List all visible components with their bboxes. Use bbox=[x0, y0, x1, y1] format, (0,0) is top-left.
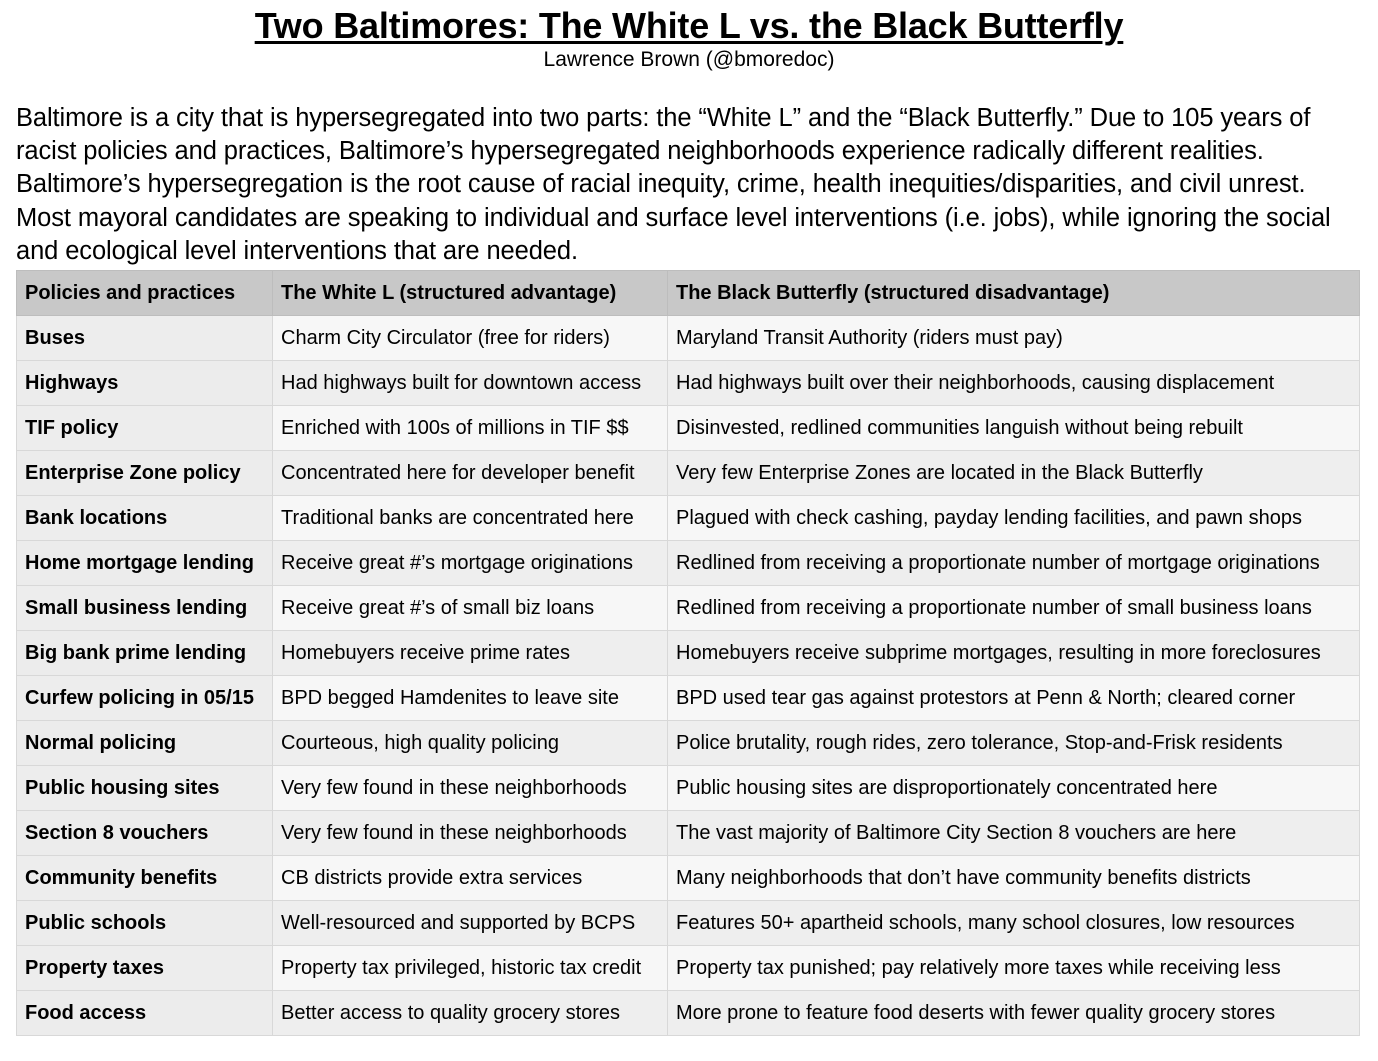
cell-white-l: Better access to quality grocery stores bbox=[273, 991, 668, 1036]
intro-paragraph: Baltimore is a city that is hypersegregated into two parts: the “White L” and the “Black Butterfly.” Due to 105 years of racist policies and practices, Baltimore’s hypersegregated neighborhoods experience radically different realities. Baltimore’s hypersegregation is the root cause of racial inequity, crime, health inequities/disparities, and civil unrest. Most mayoral candidates are speaking to individual and surface level interventions (i.e. jobs), while ignoring the social and ecological level interventions that are needed. bbox=[16, 104, 1331, 265]
cell-black-butterfly: Public housing sites are disproportionately concentrated here bbox=[668, 766, 1360, 811]
cell-policy: Enterprise Zone policy bbox=[17, 451, 273, 496]
table-row bbox=[17, 541, 1360, 586]
cell-black-butterfly: Many neighborhoods that don’t have community benefits districts bbox=[668, 856, 1360, 901]
table-row bbox=[17, 991, 1360, 1036]
cell-black-butterfly: Very few Enterprise Zones are located in the Black Butterfly bbox=[668, 451, 1360, 496]
cell-black-butterfly: Redlined from receiving a proportionate number of small business loans bbox=[668, 586, 1360, 631]
cell-white-l: Receive great #’s of small biz loans bbox=[273, 586, 668, 631]
cell-white-l: Property tax privileged, historic tax credit bbox=[273, 946, 668, 991]
comparison-table bbox=[16, 270, 1360, 1036]
table-row bbox=[17, 946, 1360, 991]
cell-black-butterfly: Had highways built over their neighborhoods, causing displacement bbox=[668, 361, 1360, 406]
cell-black-butterfly: Police brutality, rough rides, zero tolerance, Stop-and-Frisk residents bbox=[668, 721, 1360, 766]
cell-policy: Home mortgage lending bbox=[17, 541, 273, 586]
table-row bbox=[17, 586, 1360, 631]
table-row bbox=[17, 676, 1360, 721]
cell-white-l: CB districts provide extra services bbox=[273, 856, 668, 901]
cell-white-l: BPD begged Hamdenites to leave site bbox=[273, 676, 668, 721]
cell-policy: TIF policy bbox=[17, 406, 273, 451]
cell-policy: Buses bbox=[17, 316, 273, 361]
cell-black-butterfly: Plagued with check cashing, payday lending facilities, and pawn shops bbox=[668, 496, 1360, 541]
cell-black-butterfly: Maryland Transit Authority (riders must pay) bbox=[668, 316, 1360, 361]
cell-white-l: Enriched with 100s of millions in TIF $$ bbox=[273, 406, 668, 451]
cell-black-butterfly: Disinvested, redlined communities languish without being rebuilt bbox=[668, 406, 1360, 451]
document-title: Two Baltimores: The White L vs. the Black Butterfly bbox=[254, 5, 1124, 46]
cell-policy: Curfew policing in 05/15 bbox=[17, 676, 273, 721]
table-row bbox=[17, 451, 1360, 496]
table-row bbox=[17, 361, 1360, 406]
cell-white-l: Traditional banks are concentrated here bbox=[273, 496, 668, 541]
cell-policy: Section 8 vouchers bbox=[17, 811, 273, 856]
header-policies: Policies and practices bbox=[17, 271, 273, 316]
cell-black-butterfly: Redlined from receiving a proportionate number of mortgage originations bbox=[668, 541, 1360, 586]
cell-white-l: Charm City Circulator (free for riders) bbox=[273, 316, 668, 361]
cell-black-butterfly: BPD used tear gas against protestors at Penn & North; cleared corner bbox=[668, 676, 1360, 721]
cell-white-l: Receive great #’s mortgage originations bbox=[273, 541, 668, 586]
cell-policy: Food access bbox=[17, 991, 273, 1036]
cell-white-l: Very few found in these neighborhoods bbox=[273, 811, 668, 856]
cell-policy: Big bank prime lending bbox=[17, 631, 273, 676]
cell-black-butterfly: Features 50+ apartheid schools, many school closures, low resources bbox=[668, 901, 1360, 946]
cell-policy: Bank locations bbox=[17, 496, 273, 541]
cell-policy: Property taxes bbox=[17, 946, 273, 991]
cell-black-butterfly: More prone to feature food deserts with fewer quality grocery stores bbox=[668, 991, 1360, 1036]
cell-policy: Highways bbox=[17, 361, 273, 406]
cell-black-butterfly: Property tax punished; pay relatively more taxes while receiving less bbox=[668, 946, 1360, 991]
table-body bbox=[17, 316, 1360, 1036]
cell-policy: Normal policing bbox=[17, 721, 273, 766]
table-row bbox=[17, 316, 1360, 361]
cell-policy: Public schools bbox=[17, 901, 273, 946]
cell-white-l: Very few found in these neighborhoods bbox=[273, 766, 668, 811]
cell-white-l: Homebuyers receive prime rates bbox=[273, 631, 668, 676]
cell-black-butterfly: Homebuyers receive subprime mortgages, resulting in more foreclosures bbox=[668, 631, 1360, 676]
cell-white-l: Had highways built for downtown access bbox=[273, 361, 668, 406]
table-row bbox=[17, 496, 1360, 541]
table-row bbox=[17, 406, 1360, 451]
table-header bbox=[17, 271, 1360, 316]
cell-black-butterfly: The vast majority of Baltimore City Section 8 vouchers are here bbox=[668, 811, 1360, 856]
table-row bbox=[17, 721, 1360, 766]
cell-white-l: Well-resourced and supported by BCPS bbox=[273, 901, 668, 946]
table-row bbox=[17, 811, 1360, 856]
header-black-butterfly: The Black Butterfly (structured disadvantage) bbox=[668, 271, 1360, 316]
cell-policy: Community benefits bbox=[17, 856, 273, 901]
table-row bbox=[17, 901, 1360, 946]
author-byline: Lawrence Brown (@bmoredoc) bbox=[543, 48, 835, 71]
cell-policy: Public housing sites bbox=[17, 766, 273, 811]
cell-policy: Small business lending bbox=[17, 586, 273, 631]
table-row bbox=[17, 766, 1360, 811]
table-header-row bbox=[17, 271, 1360, 316]
table-row bbox=[17, 856, 1360, 901]
table-row bbox=[17, 631, 1360, 676]
header-white-l: The White L (structured advantage) bbox=[273, 271, 668, 316]
cell-white-l: Courteous, high quality policing bbox=[273, 721, 668, 766]
cell-white-l: Concentrated here for developer benefit bbox=[273, 451, 668, 496]
